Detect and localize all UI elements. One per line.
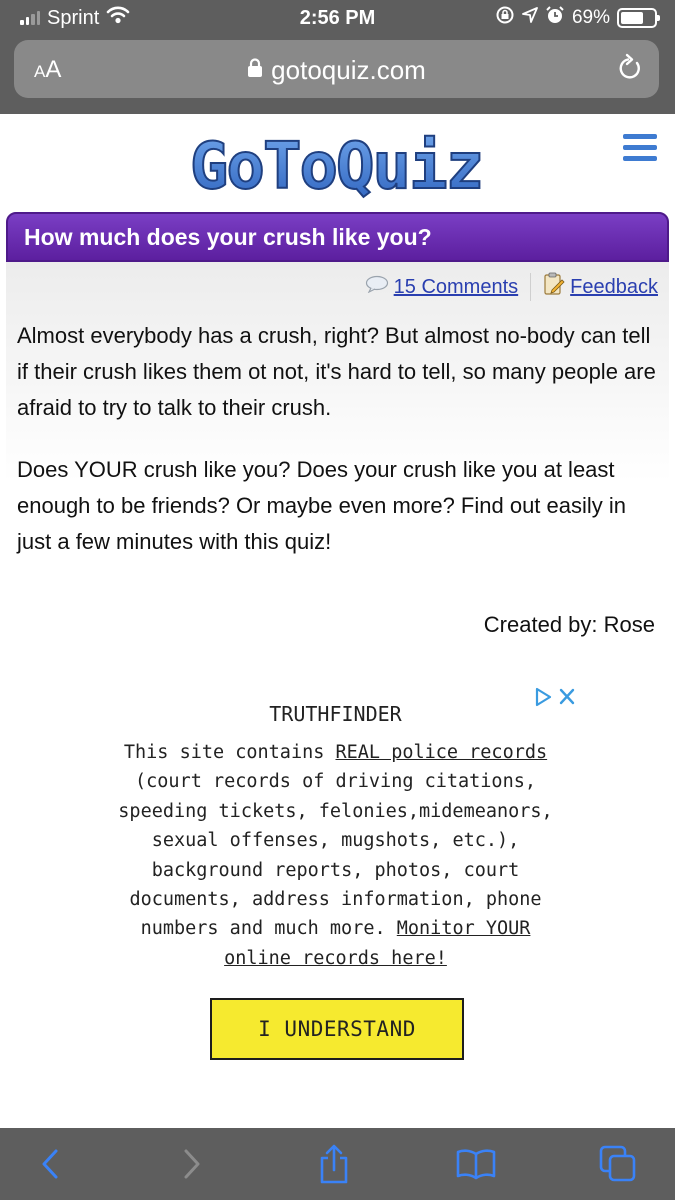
clipboard-pencil-icon <box>543 272 565 302</box>
quiz-links <box>365 272 658 302</box>
carrier-label: Sprint <box>47 6 100 29</box>
ad-line-prefix: This site contains <box>123 742 336 763</box>
tabs-icon[interactable] <box>598 1144 638 1184</box>
description-paragraph: Does YOUR crush like you? Does your crush like you at least enough to be friends? Or maybe even more? Find out easily in just a few minutes with this quiz! <box>17 457 627 554</box>
comments-link[interactable]: 15 Comments <box>393 275 519 298</box>
text-size-button[interactable]: AA <box>34 56 62 83</box>
status-bar <box>0 0 675 36</box>
alarm-icon <box>545 5 565 31</box>
forward-icon[interactable] <box>172 1144 212 1184</box>
browser-toolbar <box>0 1128 675 1200</box>
share-icon[interactable] <box>314 1144 354 1184</box>
bookmarks-icon[interactable] <box>456 1144 496 1184</box>
browser-address-area <box>0 36 675 114</box>
ad-monitor-link[interactable]: Monitor YOUR online records here! <box>224 918 531 969</box>
url-text[interactable]: gotoquiz.com <box>271 55 426 85</box>
site-header <box>0 114 675 214</box>
battery-percent: 69% <box>571 7 610 28</box>
quiz-creator: Created by: Rose <box>483 612 655 637</box>
quiz-title-bar <box>6 212 669 262</box>
advertisement[interactable] <box>108 686 578 1076</box>
clock: 2:56 PM <box>299 7 376 29</box>
description-paragraph: Almost everybody has a crush, right? But almost no-body can tell if their crush likes them ot not, it's hard to tell, so many people are afraid to try to talk to their crush. <box>17 323 656 420</box>
reload-icon[interactable] <box>617 53 643 88</box>
quiz-title: How much does your crush like you? <box>24 224 432 250</box>
ad-title: TRUTHFINDER <box>269 702 402 726</box>
comment-bubble-icon <box>365 275 389 299</box>
logo-text: GoToQuiz <box>189 130 483 204</box>
gotoquiz-logo[interactable] <box>176 122 496 206</box>
ad-body <box>108 738 563 973</box>
i-understand-button[interactable]: I UNDERSTAND <box>210 998 464 1060</box>
lock-icon <box>247 54 263 85</box>
ad-description: (court records of driving citations, speeding tickets, felonies,midemeanors, sexual offenses, mugshots, etc.), background reports, photos, court documents, address information, phone numbers and much more. <box>118 771 553 940</box>
address-bar[interactable] <box>14 40 659 98</box>
quiz-description <box>17 318 657 586</box>
ad-police-records-link[interactable]: REAL police records <box>335 742 548 763</box>
battery-icon <box>617 8 657 28</box>
screen-lock-icon <box>495 5 515 31</box>
back-icon[interactable] <box>30 1144 70 1184</box>
location-icon <box>522 7 538 29</box>
links-divider <box>530 273 531 301</box>
feedback-link[interactable]: Feedback <box>570 275 658 298</box>
hamburger-menu-icon[interactable] <box>623 134 657 164</box>
